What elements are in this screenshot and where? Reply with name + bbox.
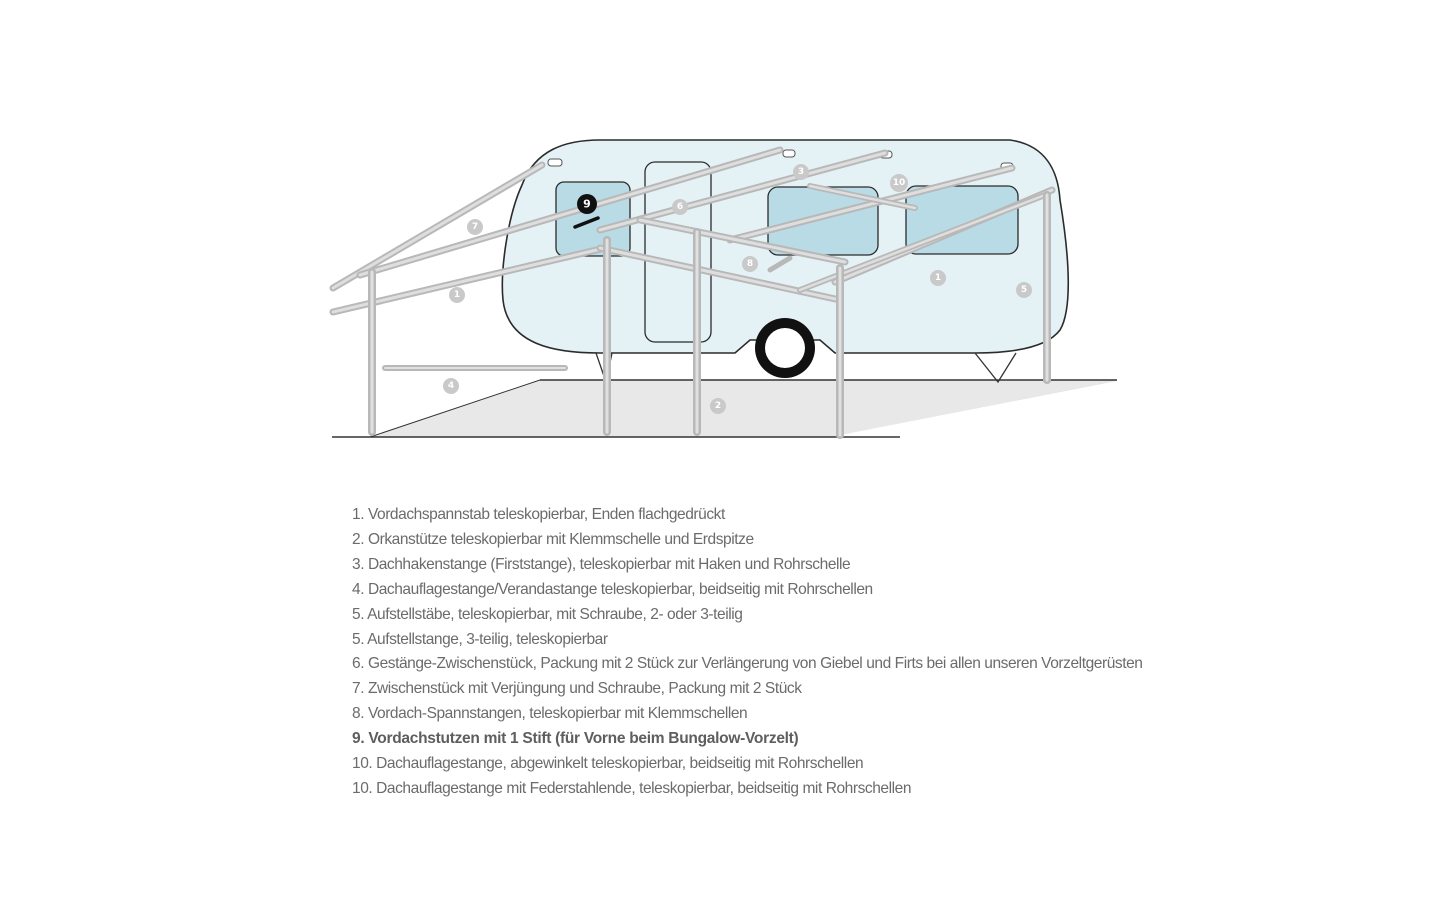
legend-item: 8. Vordach-Spannstangen, teleskopierbar mit Klemmschellen — [352, 705, 748, 723]
legend-item: 6. Gestänge-Zwischenstück, Packung mit 2 Stück zur Verlängerung von Giebel und Firts bei allen unseren Vorzeltgerüsten — [352, 655, 1143, 673]
svg-text:1: 1 — [934, 273, 942, 283]
svg-text:10: 10 — [892, 178, 906, 188]
legend-item: 10. Dachauflagestange, abgewinkelt teleskopierbar, beidseitig mit Rohrschellen — [352, 755, 864, 773]
badge-1-right — [930, 270, 946, 286]
badge-10 — [890, 174, 908, 192]
svg-text:8: 8 — [746, 259, 754, 269]
svg-text:9: 9 — [583, 197, 591, 211]
legend-item: 1. Vordachspannstab teleskopierbar, Enden flachgedrückt — [352, 506, 725, 523]
badge-8 — [742, 256, 758, 272]
legend-item: 5. Aufstellstäbe, teleskopierbar, mit Schraube, 2- oder 3-teilig — [352, 605, 743, 623]
svg-text:7: 7 — [471, 222, 479, 232]
legend-item: 3. Dachhakenstange (Firststange), teleskopierbar mit Haken und Rohrschelle — [352, 555, 851, 573]
svg-text:5: 5 — [1020, 285, 1028, 295]
legend-item: 4. Dachauflagestange/Verandastange teleskopierbar, beidseitig mit Rohrschellen — [352, 580, 873, 598]
badge-1-left — [449, 287, 465, 303]
badge-7 — [467, 219, 483, 235]
svg-text:3: 3 — [797, 167, 805, 177]
legend-item-highlighted: 9. Vordachstutzen mit 1 Stift (für Vorne beim Bungalow-Vorzelt) — [352, 730, 799, 748]
svg-text:1: 1 — [453, 290, 461, 300]
badge-2 — [710, 398, 726, 414]
badge-5 — [1016, 282, 1032, 298]
svg-text:2: 2 — [714, 401, 722, 411]
legend-item: 10. Dachauflagestange mit Federstahlende, teleskopierbar, beidseitig mit Rohrschellen — [352, 779, 912, 797]
legend-item: 7. Zwischenstück mit Verjüngung und Schraube, Packung mit 2 Stück — [352, 680, 802, 698]
svg-text:6: 6 — [676, 202, 684, 212]
wheel — [755, 318, 815, 378]
legend-item: 2. Orkanstütze teleskopierbar mit Klemmschelle und Erdspitze — [352, 530, 754, 548]
badge-3 — [793, 164, 809, 180]
svg-text:4: 4 — [447, 381, 455, 391]
badge-9 — [577, 194, 597, 214]
parts-legend — [352, 503, 1352, 802]
legend-item: 5. Aufstellstange, 3-teilig, teleskopierbar — [352, 630, 608, 648]
badge-4 — [443, 378, 459, 394]
badge-6 — [672, 199, 688, 215]
